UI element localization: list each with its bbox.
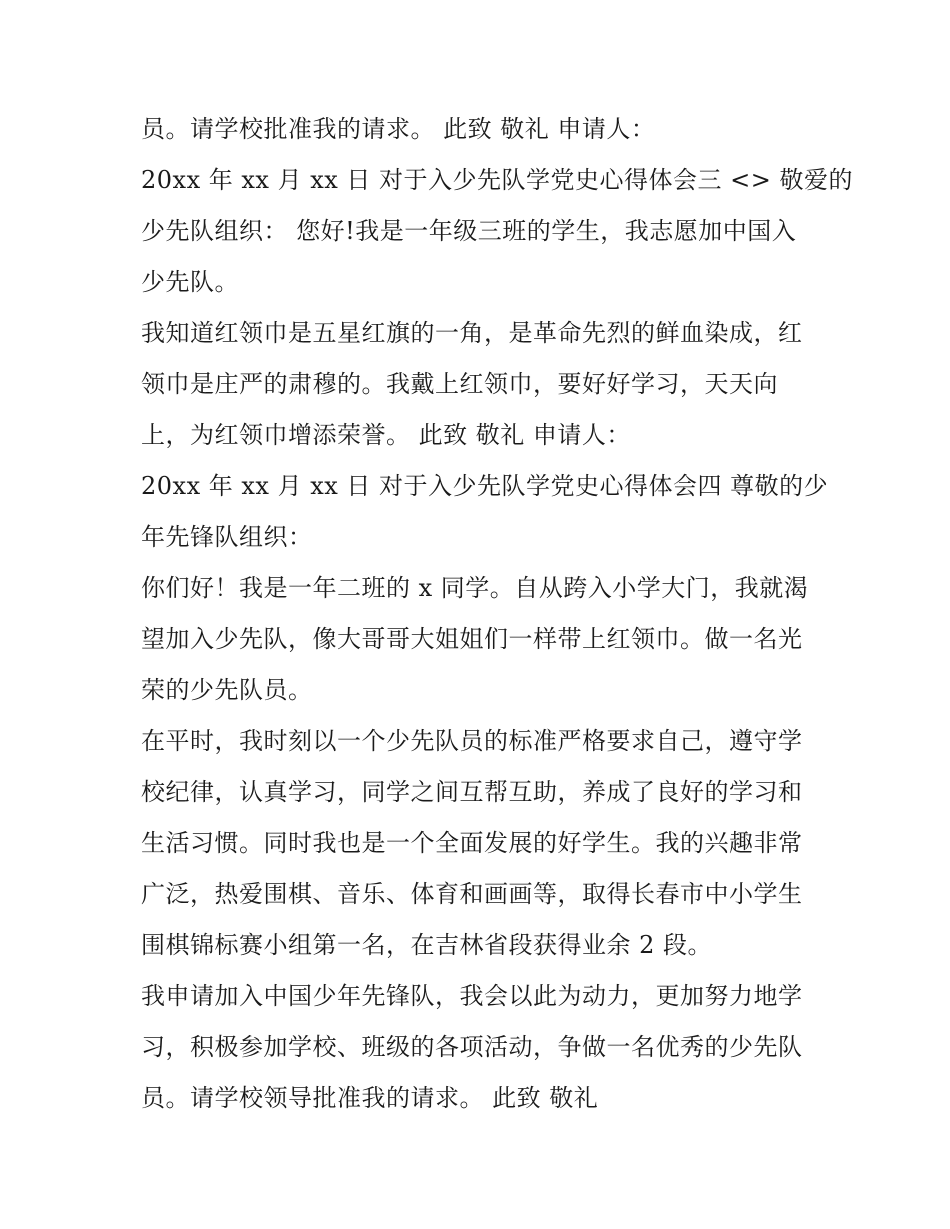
text-line: 习，积极参加学校、班级的各项活动，争做一名优秀的少先队: [141, 1033, 803, 1061]
paragraph-2: [141, 155, 853, 308]
text-line: 20xx 年 xx 月 xx 日 对于入少先队学党史心得体会三 <> 敬爱的: [141, 166, 853, 194]
paragraph-6: [141, 716, 821, 971]
text-line: 年先锋队组织：: [141, 523, 313, 551]
paragraph-7: [141, 971, 821, 1124]
text-line: 你们好！我是一年二班的 x 同学。自从跨入小学大门，我就渴: [141, 574, 809, 602]
text-line: 员。请学校领导批准我的请求。 此致 敬礼: [141, 1084, 599, 1112]
text-line: 围棋锦标赛小组第一名，在吉林省段获得业余 2 段。: [141, 931, 713, 959]
text-line: 我申请加入中国少年先锋队，我会以此为动力，更加努力地学: [141, 982, 803, 1010]
text-line: 我知道红领巾是五星红旗的一角，是革命先烈的鲜血染成，红: [141, 319, 803, 347]
paragraph-3: [141, 308, 821, 461]
text-line: 少先队组织： 您好!我是一年级三班的学生，我志愿加中国入: [141, 217, 797, 245]
text-line: 荣的少先队员。: [141, 676, 313, 704]
text-line: 校纪律，认真学习，同学之间互帮互助，养成了良好的学习和: [141, 778, 803, 806]
text-line: 生活习惯。同时我也是一个全面发展的好学生。我的兴趣非常: [141, 829, 803, 857]
paragraph-4: [141, 461, 829, 563]
text-line: 广泛，热爱围棋、音乐、体育和画画等，取得长春市中小学生: [141, 880, 803, 908]
paragraph-1: [141, 104, 821, 155]
document-body: [141, 104, 853, 1124]
text-line: 员。请学校批准我的请求。 此致 敬礼 申请人：: [141, 115, 656, 143]
text-line: 少先队。: [141, 268, 239, 296]
text-line: 上，为红领巾增添荣誉。 此致 敬礼 申请人：: [141, 421, 631, 449]
text-line: 20xx 年 xx 月 xx 日 对于入少先队学党史心得体会四 尊敬的少: [141, 472, 829, 500]
paragraph-5: [141, 563, 821, 716]
text-line: 领巾是庄严的肃穆的。我戴上红领巾，要好好学习，天天向: [141, 370, 778, 398]
text-line: 在平时，我时刻以一个少先队员的标准严格要求自己，遵守学: [141, 727, 803, 755]
text-line: 望加入少先队，像大哥哥大姐姐们一样带上红领巾。做一名光: [141, 625, 803, 653]
